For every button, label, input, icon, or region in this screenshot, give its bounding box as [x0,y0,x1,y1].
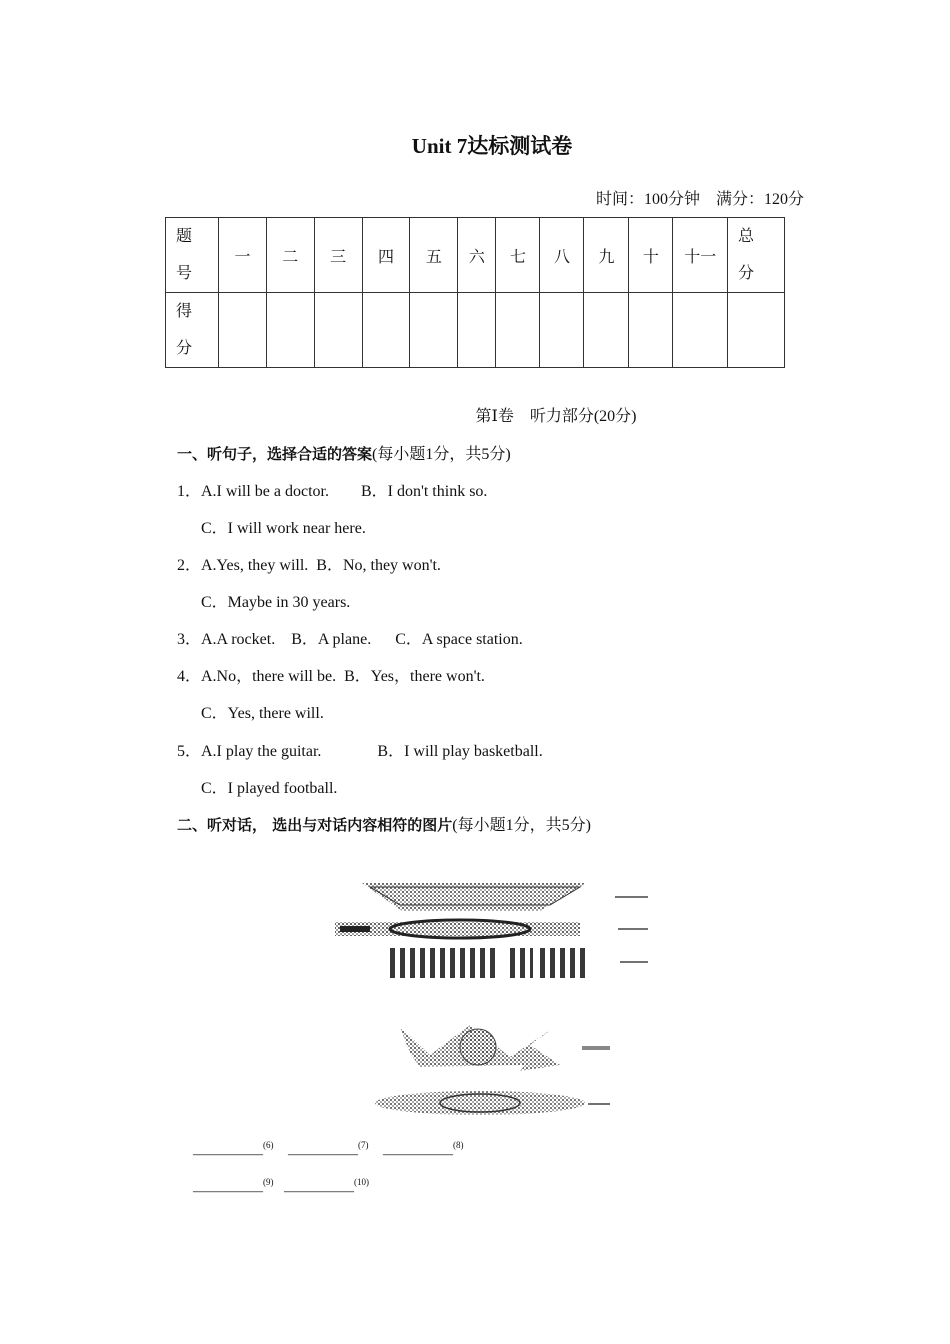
score-cell[interactable] [673,293,728,368]
score-table-score-row [166,293,785,368]
question-line: 3．A.A rocket. B．A plane. C．A space station. [177,631,523,648]
answer-blank-10[interactable]: __________$^{(10)}$ [284,1177,369,1195]
question-line: 2．A.Yes, they will. B．No, they won't. [177,557,441,574]
score-cell[interactable] [728,293,785,368]
score-table [165,217,785,368]
section1-note: (每小题1分，共5分) [372,446,511,463]
blank-number: (7) [358,1140,369,1150]
column-header: 九 [584,218,629,293]
column-header: 五 [410,218,458,293]
section2-heading-text: 二、听对话， 选出与对话内容相符的图片 [177,816,453,834]
page-title: Unit 7达标测试卷 [411,134,573,158]
row-header-cell [166,218,219,293]
picture-buildings [385,948,585,978]
score-cell[interactable] [458,293,496,368]
column-header: 四 [362,218,410,293]
total-header-label: 总 [738,228,755,245]
picture-options-image [330,875,660,1115]
row-header-label: 号 [176,265,193,282]
section1-heading [177,441,511,464]
score-table-header-row [166,218,785,293]
score-cell[interactable] [540,293,584,368]
picture-rocket [362,883,586,911]
score-cell[interactable] [314,293,362,368]
score-cell[interactable] [410,293,458,368]
column-header: 十一 [673,218,728,293]
score-cell[interactable] [584,293,629,368]
score-cell[interactable] [362,293,410,368]
question-line: C．Maybe in 30 years. [201,594,351,611]
question-line: C．I will work near here. [201,520,366,537]
column-header: 七 [496,218,540,293]
answer-blank-9[interactable]: __________$^{(9)}$ [193,1177,274,1195]
column-header: 三 [314,218,362,293]
blank-number: (9) [263,1177,274,1187]
score-cell[interactable] [496,293,540,368]
row-header-label: 分 [176,340,193,357]
row-header-label: 得 [176,303,193,320]
question-line: 5．A.I play the guitar. B．I will play basketball. [177,743,543,760]
total-header-cell [728,218,785,293]
column-header: 十 [629,218,673,293]
answer-blank-7[interactable]: __________$^{(7)}$ [288,1140,369,1158]
score-cell[interactable] [219,293,267,368]
column-header: 六 [458,218,496,293]
picture-plane [335,920,580,938]
blank-number: (10) [354,1177,369,1187]
column-header: 二 [266,218,314,293]
section2-note: (每小题1分，共5分) [452,817,591,834]
picture-planet [375,1091,585,1115]
total-header-label: 分 [738,265,755,282]
answer-blank-6[interactable]: __________$^{(6)}$ [193,1140,274,1158]
column-header: 一 [219,218,267,293]
row-header-cell [166,293,219,368]
answer-blank-8[interactable]: __________$^{(8)}$ [383,1140,464,1158]
picture-sun [400,1025,560,1071]
picture-label-mark [582,1046,610,1050]
column-header: 八 [540,218,584,293]
blank-number: (6) [263,1140,274,1150]
question-line: 1．A.I will be a doctor. B．I don't think so. [177,483,488,500]
blank-number: (8) [453,1140,464,1150]
score-cell[interactable] [266,293,314,368]
question-line: C．I played football. [201,780,338,797]
question-line: C．Yes, there will. [201,705,324,722]
section1-heading-text: 一、听句子，选择合适的答案 [177,445,373,463]
part-title: 第Ⅰ卷 听力部分(20分) [475,408,637,425]
exam-meta: 时间：100分钟 满分：120分 [595,191,804,208]
score-cell[interactable] [629,293,673,368]
section2-heading [177,812,591,835]
row-header-label: 题 [176,228,193,245]
question-line: 4．A.No，there will be. B．Yes，there won't. [177,668,485,685]
